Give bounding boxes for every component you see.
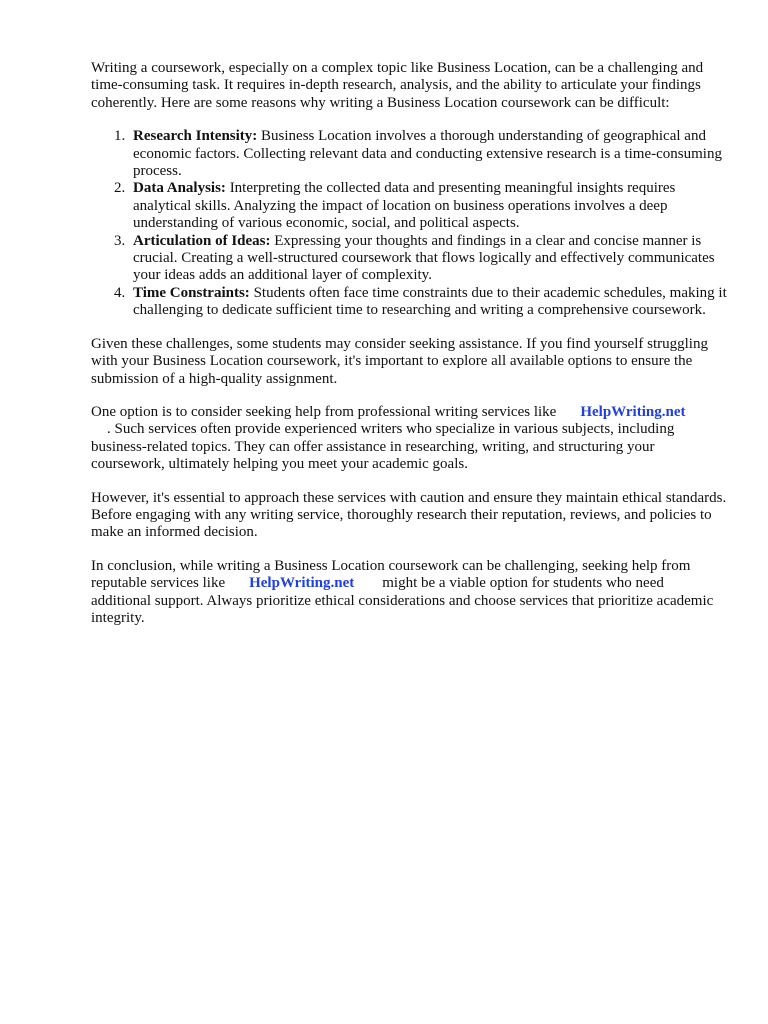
reason-text: Expressing your thoughts and findings in a clear and concise manner is crucial. Creating a well-structured coursework that flows logically and effectively communicates your ideas adds an additional layer of complexity. (133, 232, 715, 284)
reason-text: Business Location involves a thorough understanding of geographical and economic factors. Collecting relevant data and conducting extensive research is a time-consuming process. (133, 128, 722, 180)
reason-item-articulation (129, 233, 727, 285)
writing-service-paragraph (91, 404, 727, 474)
reason-term: Articulation of Ideas: (133, 232, 271, 249)
reason-term: Time Constraints: (133, 284, 250, 301)
challenges-paragraph: Given these challenges, some students may consider seeking assistance. If you find yourself struggling with your Business Location coursework, it's important to explore all available options to ensure the submission of a high-quality assignment. (91, 335, 708, 387)
intro-paragraph: Writing a coursework, especially on a complex topic like Business Location, can be a challenging and time-consuming task. It requires in-depth research, analysis, and the ability to articulate your findings coherently. Here are some reasons why writing a Business Location coursework can be difficult: (91, 60, 704, 111)
conclusion-text-after: might be a viable option for students who need additional support. Always prioritize ethical considerations and choose services that prioritize academic integrity. (91, 575, 714, 626)
document-page (91, 60, 727, 643)
conclusion-paragraph (91, 558, 727, 628)
reasons-list (91, 128, 727, 319)
reason-term: Data Analysis: (133, 180, 226, 197)
helpwriting-link[interactable]: HelpWriting.net (580, 403, 686, 420)
reason-term: Research Intensity: (133, 128, 258, 145)
reason-text: Students often face time constraints due to their academic schedules, making it challenging to dedicate sufficient time to researching and writing a comprehensive coursework. (133, 284, 727, 319)
writing-service-text-before: One option is to consider seeking help from professional writing services like (91, 403, 557, 420)
reason-text: Interpreting the collected data and presenting meaningful insights requires analytical skills. Analyzing the impact of location on business operations involves a deep understanding of various economic, social, and political aspects. (133, 180, 676, 232)
caution-paragraph: However, it's essential to approach these services with caution and ensure they maintain ethical standards. Before engaging with any writing service, thoroughly research their reputation, reviews, and policies to make an informed decision. (91, 489, 727, 541)
helpwriting-link-conclusion[interactable]: HelpWriting.net (249, 575, 355, 592)
conclusion-text-before: In conclusion, while writing a Business Location coursework can be challenging, seeking help from reputable services like (91, 557, 691, 592)
reason-item-data-analysis (129, 180, 727, 232)
reason-item-time-constraints (129, 285, 727, 320)
writing-service-text-after: . Such services often provide experienced writers who specialize in various subjects, including business-related topics. They can offer assistance in researching, writing, and structuring your coursework, ultimately helping you meet your academic goals. (91, 421, 675, 473)
reason-item-research (129, 128, 727, 180)
